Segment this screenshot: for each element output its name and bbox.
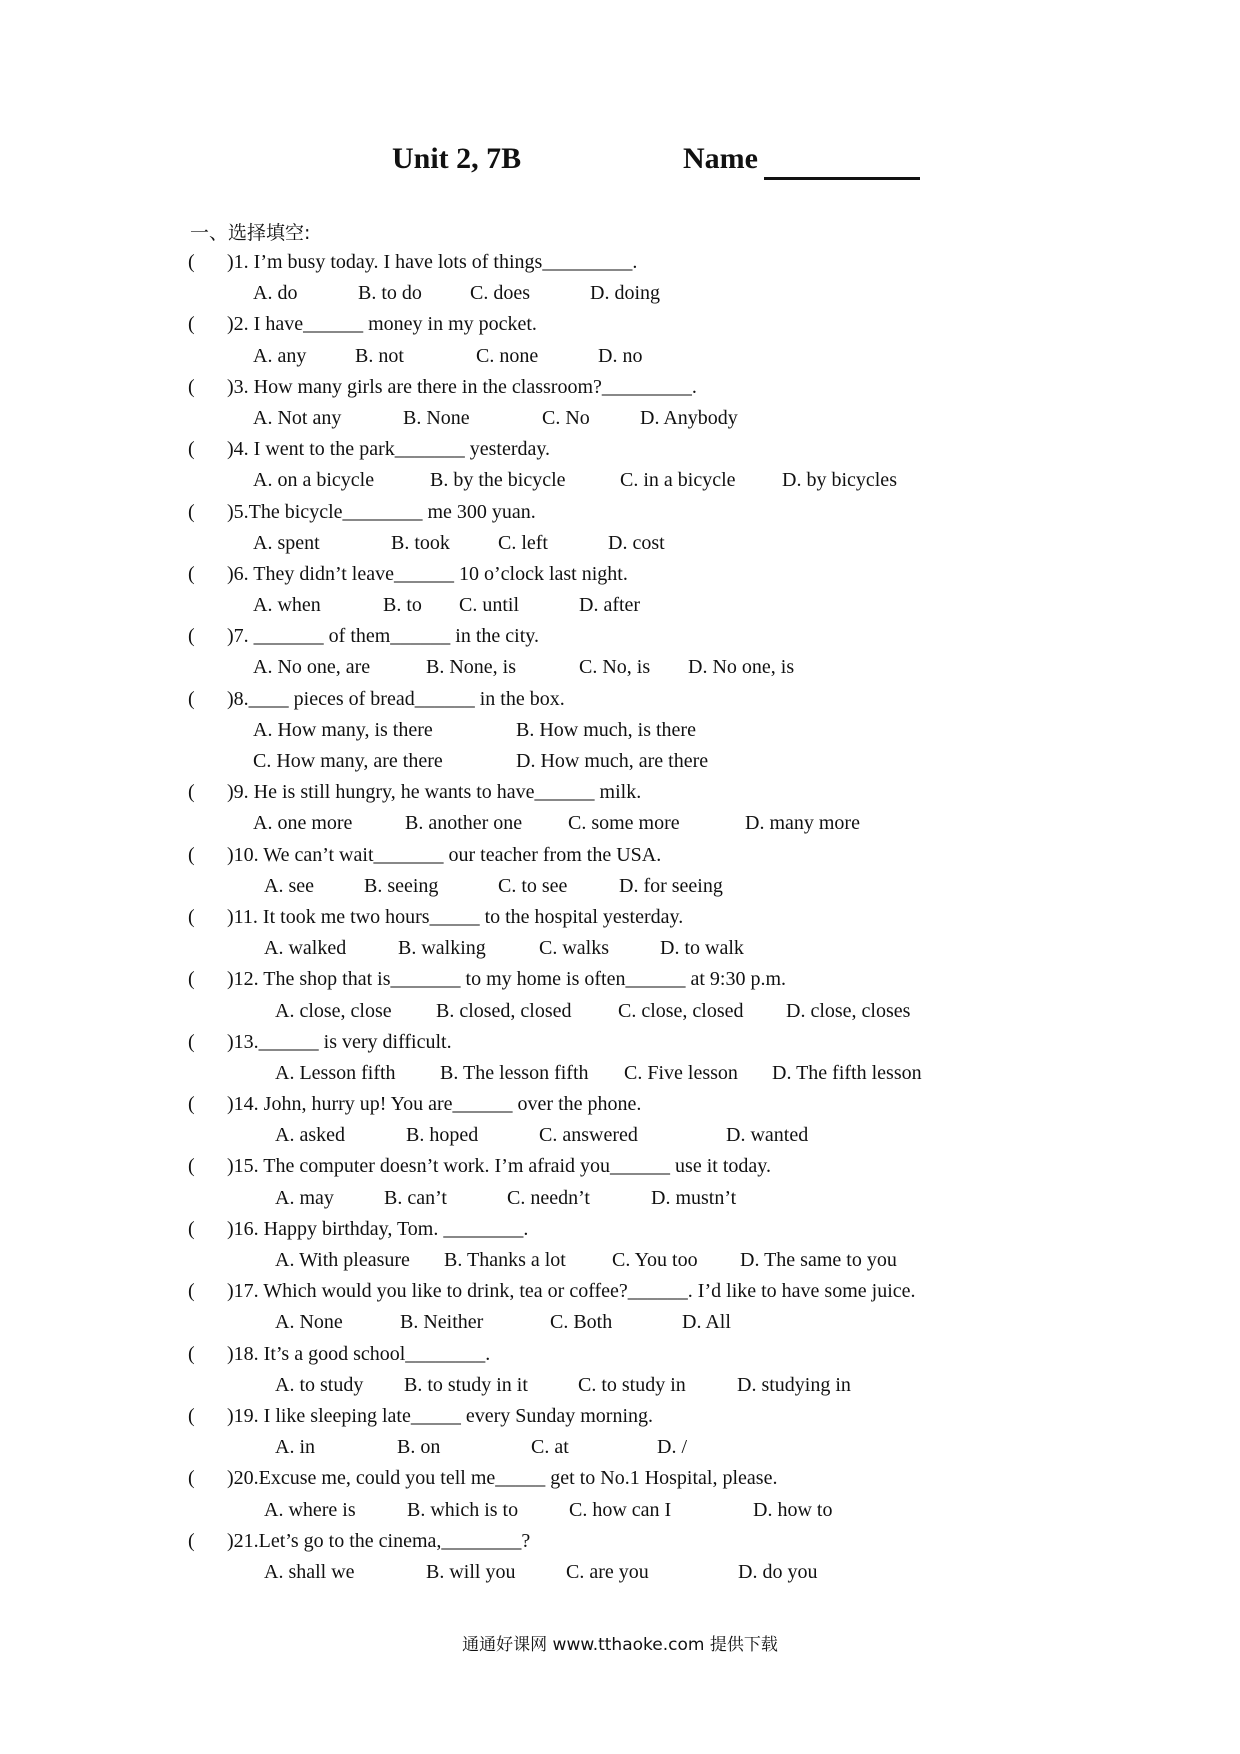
question-10 <box>188 840 1198 871</box>
option-a: A. in <box>275 1436 315 1459</box>
option-b: B. to study in it <box>404 1373 528 1396</box>
option-c: C. You too <box>612 1249 698 1271</box>
question-stem: )18. It’s a good school________. <box>227 1342 491 1365</box>
option-d: D. The fifth lesson <box>772 1061 922 1084</box>
option-b: B. None, is <box>426 656 516 679</box>
option-a: A. when <box>253 594 321 617</box>
answer-paren: ( <box>188 1155 195 1178</box>
question-stem: )10. We can’t wait_______ our teacher from the USA. <box>227 843 662 866</box>
answer-paren: ( <box>188 687 195 710</box>
question-stem: )17. Which would you like to drink, tea or coffee?______. I’d like to have some juice. <box>227 1280 916 1303</box>
option-b: B. Thanks a lot <box>444 1249 566 1271</box>
options-row <box>188 528 1198 559</box>
question-stem: )12. The shop that is_______ to my home is often______ at 9:30 p.m. <box>227 968 787 991</box>
option-c: C. until <box>459 594 520 617</box>
options-row <box>188 652 1198 683</box>
options-row <box>188 1307 1198 1338</box>
option-d: D. The same to you <box>740 1249 897 1271</box>
option-b: B. will you <box>426 1560 516 1583</box>
option-d: D. no <box>598 344 643 367</box>
question-11 <box>188 902 1198 933</box>
options-row <box>188 1183 1198 1214</box>
option-c: C. to study in <box>578 1373 686 1396</box>
option-a: A. Lesson fifth <box>275 1061 396 1084</box>
option-b: B. hoped <box>406 1124 479 1147</box>
options-row <box>188 808 1198 839</box>
options-row <box>188 996 1198 1027</box>
question-stem: )6. They didn’t leave______ 10 o’clock last night. <box>227 562 628 585</box>
question-4 <box>188 434 1198 465</box>
option-a: A. do <box>253 282 298 305</box>
option-a: A. see <box>264 874 314 897</box>
option-a: A. asked <box>275 1124 345 1147</box>
question-13 <box>188 1027 1198 1058</box>
option-d: D. How much, are there <box>516 750 709 772</box>
question-stem: )1. I’m busy today. I have lots of things_________. <box>227 251 638 273</box>
option-b: B. How much, is there <box>516 718 696 741</box>
question-19 <box>188 1401 1198 1432</box>
option-c: C. at <box>531 1436 569 1459</box>
option-c: C. No, is <box>579 656 651 679</box>
option-a: A. No one, are <box>253 656 371 679</box>
options-row <box>188 403 1198 434</box>
question-stem: )2. I have______ money in my pocket. <box>227 313 537 336</box>
answer-paren: ( <box>188 313 195 336</box>
option-a: A. Not any <box>253 406 342 429</box>
question-6 <box>188 559 1198 590</box>
options-row <box>188 1557 1198 1588</box>
worksheet-header <box>0 142 1240 192</box>
question-stem: )16. Happy birthday, Tom. ________. <box>227 1217 529 1240</box>
option-d: D. after <box>579 594 641 617</box>
question-stem: )20.Excuse me, could you tell me_____ get to No.1 Hospital, please. <box>227 1467 778 1490</box>
question-stem: )19. I like sleeping late_____ every Sunday morning. <box>227 1404 654 1427</box>
option-c: C. none <box>476 344 539 367</box>
answer-paren: ( <box>188 438 195 461</box>
option-a: A. With pleasure <box>275 1249 410 1271</box>
option-a: A. any <box>253 344 307 367</box>
question-18 <box>188 1339 1198 1370</box>
question-2 <box>188 309 1198 340</box>
option-b: B. None <box>403 406 470 429</box>
question-stem: )13.______ is very difficult. <box>227 1030 452 1053</box>
option-c: C. close, closed <box>618 999 744 1022</box>
option-d: D. No one, is <box>688 656 795 679</box>
question-1 <box>188 247 1198 278</box>
option-b: B. not <box>355 344 404 367</box>
option-a: A. walked <box>264 937 347 960</box>
option-d: D. All <box>682 1311 731 1334</box>
options-row <box>188 746 1198 777</box>
option-c: C. answered <box>539 1124 638 1147</box>
question-stem: )14. John, hurry up! You are______ over the phone. <box>227 1093 642 1116</box>
option-a: A. to study <box>275 1373 364 1396</box>
option-d: D. by bicycles <box>782 469 897 492</box>
question-list <box>188 247 1198 1588</box>
question-21 <box>188 1526 1198 1557</box>
answer-paren: ( <box>188 500 195 523</box>
question-5 <box>188 497 1198 528</box>
footer-credit: 通通好课网 www.tthaoke.com 提供下载 <box>462 1635 778 1655</box>
option-b: B. to do <box>358 282 422 305</box>
options-row <box>188 1058 1198 1089</box>
answer-paren: ( <box>188 1529 195 1552</box>
question-stem: )11. It took me two hours_____ to the hospital yesterday. <box>227 905 684 928</box>
option-a: A. None <box>275 1311 343 1334</box>
option-b: B. seeing <box>364 874 439 897</box>
options-row <box>188 1370 1198 1401</box>
answer-paren: ( <box>188 1030 195 1053</box>
option-c: C. needn’t <box>507 1186 590 1209</box>
option-a: A. one more <box>253 812 353 835</box>
option-c: C. does <box>470 282 530 305</box>
answer-paren: ( <box>188 843 195 866</box>
option-a: A. How many, is there <box>253 718 433 741</box>
options-row <box>188 1495 1198 1526</box>
name-blank-line <box>764 177 920 180</box>
option-a: A. on a bicycle <box>253 469 375 492</box>
option-b: B. by the bicycle <box>430 469 566 492</box>
option-b: B. The lesson fifth <box>440 1061 589 1084</box>
option-b: B. which is to <box>407 1498 519 1521</box>
question-16 <box>188 1214 1198 1245</box>
option-c: C. How many, are there <box>253 750 443 772</box>
option-d: D. studying in <box>737 1373 851 1396</box>
options-row <box>188 933 1198 964</box>
option-c: C. how can I <box>569 1498 672 1521</box>
option-d: D. wanted <box>726 1124 809 1147</box>
answer-paren: ( <box>188 781 195 804</box>
question-stem: )15. The computer doesn’t work. I’m afraid you______ use it today. <box>227 1155 771 1178</box>
option-d: D. how to <box>753 1498 833 1521</box>
question-14 <box>188 1089 1198 1120</box>
options-row <box>188 590 1198 621</box>
option-d: D. for seeing <box>619 874 723 897</box>
option-c: C. left <box>498 531 548 554</box>
option-b: B. took <box>391 531 450 554</box>
question-17 <box>188 1276 1198 1307</box>
answer-paren: ( <box>188 1093 195 1116</box>
options-row <box>188 1245 1198 1276</box>
option-c: C. No <box>542 406 590 429</box>
name-label: Name <box>683 142 758 175</box>
answer-paren: ( <box>188 251 195 273</box>
option-d: D. close, closes <box>786 999 911 1022</box>
question-stem: )9. He is still hungry, he wants to have______ milk. <box>227 781 642 804</box>
question-stem: )7. _______ of them______ in the city. <box>227 625 539 648</box>
answer-paren: ( <box>188 625 195 648</box>
question-9 <box>188 777 1198 808</box>
option-b: B. closed, closed <box>436 999 572 1022</box>
options-row <box>188 465 1198 496</box>
answer-paren: ( <box>188 1342 195 1365</box>
option-b: B. on <box>397 1436 441 1459</box>
question-stem: )8.____ pieces of bread______ in the box. <box>227 687 565 710</box>
question-15 <box>188 1151 1198 1182</box>
option-d: D. / <box>657 1436 687 1459</box>
option-a: A. where is <box>264 1498 356 1521</box>
worksheet-title: Unit 2, 7B <box>392 142 522 175</box>
option-d: D. many more <box>745 812 860 835</box>
question-8 <box>188 684 1198 715</box>
options-row <box>188 871 1198 902</box>
question-stem: )5.The bicycle________ me 300 yuan. <box>227 500 536 523</box>
option-c: C. Five lesson <box>624 1061 738 1084</box>
question-12 <box>188 964 1198 995</box>
option-d: D. mustn’t <box>651 1186 737 1209</box>
option-b: B. Neither <box>400 1311 484 1334</box>
options-row <box>188 1120 1198 1151</box>
question-7 <box>188 621 1198 652</box>
question-20 <box>188 1463 1198 1494</box>
option-c: C. some more <box>568 812 680 835</box>
option-c: C. Both <box>550 1311 613 1334</box>
answer-paren: ( <box>188 1280 195 1303</box>
options-row <box>188 278 1198 309</box>
option-c: C. to see <box>498 874 568 897</box>
option-b: B. can’t <box>384 1186 447 1209</box>
option-d: D. to walk <box>660 937 744 960</box>
options-row <box>188 1432 1198 1463</box>
option-d: D. cost <box>608 531 665 554</box>
answer-paren: ( <box>188 1467 195 1490</box>
question-stem: )21.Let’s go to the cinema,________? <box>227 1529 531 1552</box>
option-a: A. spent <box>253 531 320 554</box>
answer-paren: ( <box>188 1217 195 1240</box>
option-d: D. doing <box>590 282 660 305</box>
option-c: C. walks <box>539 937 609 960</box>
answer-paren: ( <box>188 375 195 398</box>
option-a: A. close, close <box>275 999 392 1022</box>
question-stem: )3. How many girls are there in the classroom?_________. <box>227 375 697 398</box>
answer-paren: ( <box>188 968 195 991</box>
answer-paren: ( <box>188 905 195 928</box>
option-b: B. walking <box>398 937 486 960</box>
question-3 <box>188 372 1198 403</box>
option-a: A. may <box>275 1186 334 1209</box>
options-row <box>188 341 1198 372</box>
section-heading: 一、选择填空: <box>190 222 311 244</box>
option-b: B. another one <box>405 812 523 835</box>
options-row <box>188 715 1198 746</box>
question-stem: )4. I went to the park_______ yesterday. <box>227 438 551 461</box>
option-c: C. are you <box>566 1560 649 1583</box>
option-d: D. Anybody <box>640 406 738 429</box>
answer-paren: ( <box>188 1404 195 1427</box>
option-d: D. do you <box>738 1560 818 1583</box>
option-b: B. to <box>383 594 422 617</box>
answer-paren: ( <box>188 562 195 585</box>
option-a: A. shall we <box>264 1560 355 1583</box>
option-c: C. in a bicycle <box>620 469 736 492</box>
